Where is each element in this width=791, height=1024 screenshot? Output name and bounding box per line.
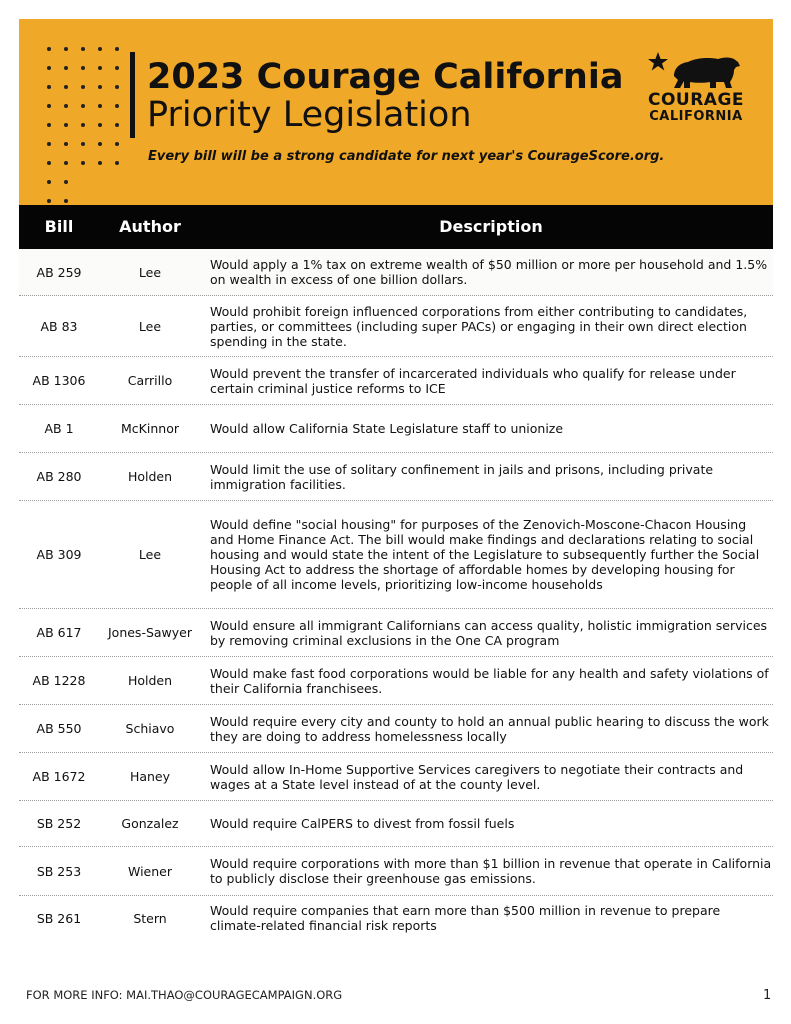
dot <box>98 142 102 146</box>
bill-cell: SB 261 <box>36 910 82 926</box>
dot <box>98 104 102 108</box>
dot <box>98 85 102 89</box>
dot <box>115 85 119 89</box>
table-header <box>19 205 773 249</box>
author-cell: Holden <box>127 469 173 484</box>
author-cell: McKinnor <box>121 421 179 436</box>
table-row <box>19 296 773 357</box>
bill-cell: AB 259 <box>36 264 82 280</box>
description-text: Would define "social housing" for purposes of the Zenovich-Moscone-Chacon Housing and Home Finance Act. The bill would make findings and declarations relating to social housing and would state the intent of the Legislature to subsequently further the Social Housing Act to address the shortage of affordable homes by developing housing for people of all income levels, prioritizing low-income households <box>210 517 760 592</box>
legislation-table <box>19 249 773 940</box>
author-cell: Gonzalez <box>121 816 179 831</box>
dot <box>47 104 51 108</box>
table-row <box>19 357 773 405</box>
dot <box>81 47 85 51</box>
description-cell <box>210 357 772 404</box>
description-text: Would allow California State Legislature staff to unionize <box>210 421 564 436</box>
description-cell <box>210 609 772 656</box>
table-row <box>19 753 773 801</box>
dot <box>47 85 51 89</box>
logo-wordmark-line1: COURAGE <box>647 90 745 110</box>
bill-cell: AB 1306 <box>32 373 86 388</box>
author-cell: Schiavo <box>125 721 175 736</box>
dot <box>64 85 68 89</box>
description-cell <box>210 405 772 452</box>
table-row <box>19 705 773 753</box>
table-row <box>19 405 773 453</box>
author-cell: Lee <box>138 547 162 562</box>
logo-wordmark-line2: CALIFORNIA <box>649 109 743 124</box>
courage-california-logo <box>646 48 746 128</box>
page-subtitle: Every bill will be a strong candidate for next year's CourageScore.org. <box>148 149 665 164</box>
bill-cell: SB 252 <box>36 816 82 831</box>
description-cell <box>210 847 772 895</box>
description-text: Would require every city and county to hold an annual public hearing to discuss the work they are doing to address homelessness locally <box>210 713 769 744</box>
dot <box>81 142 85 146</box>
table-row <box>19 801 773 847</box>
dot <box>98 47 102 51</box>
page-title-line2: Priority Legislation <box>147 95 472 135</box>
bill-cell: AB 280 <box>36 469 82 484</box>
bill-cell: AB 83 <box>40 318 78 334</box>
description-text: Would require CalPERS to divest from fossil fuels <box>210 816 515 831</box>
dot <box>64 66 68 70</box>
description-cell <box>210 296 772 356</box>
dot <box>64 47 68 51</box>
dot <box>64 123 68 127</box>
dot <box>115 66 119 70</box>
dot <box>47 142 51 146</box>
description-text: Would apply a 1% tax on extreme wealth of $50 million or more per household and 1.5% on wealth in excess of one billion dollars. <box>210 257 768 287</box>
footer-contact: FOR MORE INFO: MAI.THAO@COURAGECAMPAIGN.ORG <box>26 988 343 1002</box>
dot <box>81 66 85 70</box>
dot <box>47 161 51 165</box>
description-cell <box>210 896 772 940</box>
description-text: Would require corporations with more than $1 billion in revenue that operate in California to publicly disclose their greenhouse gas emissions. <box>210 856 772 886</box>
dot <box>98 66 102 70</box>
table-row <box>19 609 773 657</box>
dot <box>64 142 68 146</box>
dot <box>115 123 119 127</box>
dot <box>115 142 119 146</box>
dot <box>81 85 85 89</box>
dot <box>47 47 51 51</box>
author-cell: Lee <box>138 318 162 334</box>
table-row <box>19 249 773 296</box>
bear-icon <box>674 58 740 89</box>
dot <box>115 161 119 165</box>
description-cell <box>210 657 772 704</box>
column-header-bill: Bill <box>44 217 74 236</box>
table-row <box>19 501 773 609</box>
description-text: Would make fast food corporations would be liable for any health and safety violations of their California franchisees. <box>210 665 769 696</box>
dot <box>64 180 68 184</box>
dot <box>115 47 119 51</box>
dot <box>98 123 102 127</box>
dot <box>47 180 51 184</box>
column-header-description: Description <box>439 217 543 236</box>
title-accent-bar <box>130 52 135 138</box>
author-cell: Wiener <box>127 863 172 879</box>
dot <box>81 123 85 127</box>
dot <box>64 161 68 165</box>
table-row <box>19 453 773 501</box>
author-cell: Lee <box>138 264 162 280</box>
description-text: Would require companies that earn more than $500 million in revenue to prepare climate-related financial risk reports <box>210 903 721 933</box>
bill-cell: AB 617 <box>36 625 82 640</box>
description-text: Would prohibit foreign influenced corporations from either contributing to candidates, parties, or committees (including super PACs) or engaging in their own direct election spending in the state. <box>210 303 748 349</box>
star-icon <box>648 52 668 71</box>
description-text: Would allow In-Home Supportive Services caregivers to negotiate their contracts and wages at a State level instead of at the county level. <box>210 761 744 792</box>
table-row <box>19 657 773 705</box>
author-cell: Carrillo <box>127 373 173 388</box>
dot <box>115 104 119 108</box>
description-cell <box>210 801 772 846</box>
bill-cell: SB 253 <box>36 863 82 879</box>
dot <box>64 199 68 203</box>
dot <box>98 161 102 165</box>
description-text: Would ensure all immigrant Californians can access quality, holistic immigration services by removing criminal exclusions in the One CA program <box>210 617 768 648</box>
author-cell: Jones-Sawyer <box>107 625 192 640</box>
bill-cell: AB 1228 <box>32 673 86 688</box>
bill-cell: AB 550 <box>36 721 82 736</box>
description-cell <box>210 753 772 800</box>
table-row <box>19 896 773 940</box>
dot <box>64 104 68 108</box>
dot <box>47 123 51 127</box>
author-cell: Holden <box>127 673 173 688</box>
description-cell <box>210 453 772 500</box>
column-header-author: Author <box>119 217 181 236</box>
description-text: Would limit the use of solitary confinement in jails and prisons, including private immigration facilities. <box>210 461 714 492</box>
author-cell: Stern <box>133 910 167 926</box>
bill-cell: AB 1 <box>44 421 74 436</box>
page-number: 1 <box>763 988 772 1003</box>
description-cell <box>210 249 772 295</box>
dot <box>47 66 51 70</box>
bill-cell: AB 309 <box>36 547 82 562</box>
dot <box>81 161 85 165</box>
table-row <box>19 847 773 896</box>
dot <box>81 104 85 108</box>
dot <box>47 199 51 203</box>
bill-cell: AB 1672 <box>32 769 86 784</box>
description-cell <box>210 705 772 752</box>
page-title: 2023 Courage California <box>147 57 624 97</box>
author-cell: Haney <box>129 769 171 784</box>
decorative-dot-grid <box>47 47 137 205</box>
description-text: Would prevent the transfer of incarcerated individuals who qualify for release under certain criminal justice reforms to ICE <box>210 365 736 396</box>
description-cell <box>210 501 772 608</box>
